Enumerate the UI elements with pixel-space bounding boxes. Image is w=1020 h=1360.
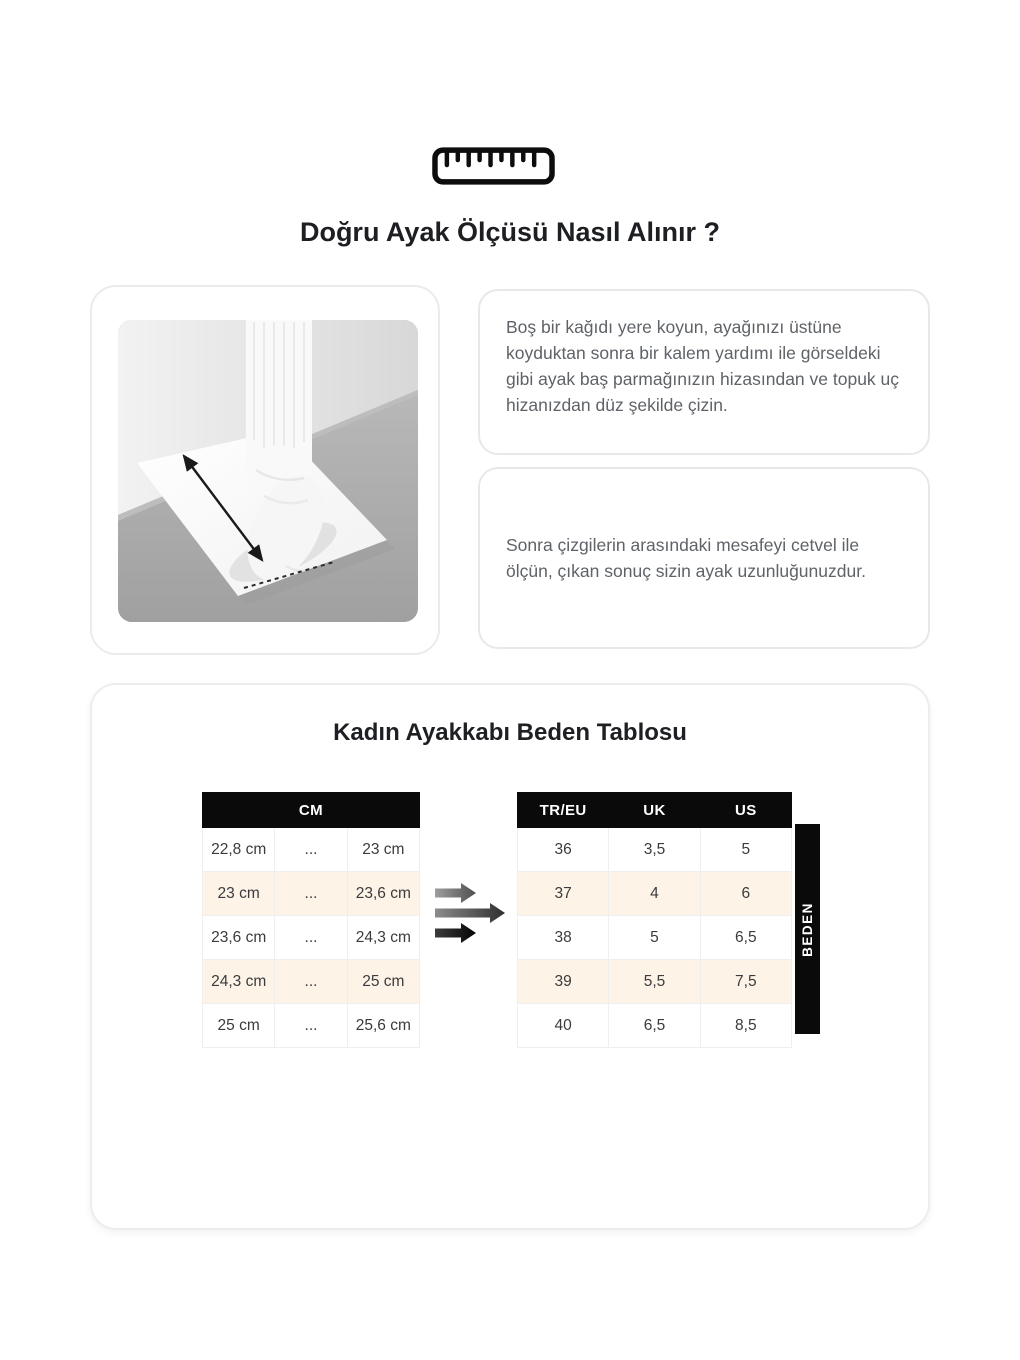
cm-to-value: 25 cm [347,960,419,1004]
instruction-step-1 [478,289,930,455]
us-value: 5 [700,828,791,872]
size-table-row [518,828,792,872]
page-title: Doğru Ayak Ölçüsü Nasıl Alınır ? [299,217,721,247]
cm-table-row [203,960,420,1004]
cm-table [202,792,420,1048]
size-chart-card [90,683,930,1230]
range-dots: ... [275,1004,347,1048]
range-dots: ... [275,872,347,916]
size-table-header-row [518,793,792,828]
size-table [517,792,792,1048]
ruler-icon [432,146,555,186]
range-dots: ... [275,960,347,1004]
treu-value: 38 [518,916,609,960]
instruction-step-2 [478,467,930,649]
us-value: 8,5 [700,1004,791,1048]
beden-side-label [795,824,820,1034]
size-table-row [518,1004,792,1048]
size-table-row [518,916,792,960]
treu-value: 40 [518,1004,609,1048]
triple-right-arrows-icon [435,882,505,944]
uk-value: 3,5 [609,828,700,872]
cm-from-value: 23 cm [203,872,275,916]
treu-value: 37 [518,872,609,916]
instruction-step-2-text: Sonra çizgilerin arasındaki mesafeyi cetvel ile ölçün, çıkan sonuç sizin ayak uzunluğunuzdur. [506,534,866,581]
us-value: 6 [700,872,791,916]
size-table-header-us: US [700,793,791,828]
beden-side-label-text: BEDEN [800,901,816,957]
cm-table-row [203,1004,420,1048]
cm-to-value: 23,6 cm [347,872,419,916]
treu-value: 36 [518,828,609,872]
size-table-row [518,872,792,916]
us-value: 6,5 [700,916,791,960]
cm-from-value: 23,6 cm [203,916,275,960]
uk-value: 4 [609,872,700,916]
uk-value: 6,5 [609,1004,700,1048]
cm-table-header-row [203,793,420,828]
cm-table-row [203,916,420,960]
range-dots: ... [275,828,347,872]
cm-table-row [203,828,420,872]
instruction-step-1-text: Boş bir kağıdı yere koyun, ayağınızı üstüne koyduktan sonra bir kalem yardımı ile görseldeki gibi ayak baş parmağınızın hizasından ve topuk uç hizanızdan düz şekilde çizin. [506,317,900,416]
range-dots: ... [275,916,347,960]
cm-to-value: 23 cm [347,828,419,872]
measurement-photo-card [90,285,440,655]
cm-from-value: 24,3 cm [203,960,275,1004]
size-chart-title: Kadın Ayakkabı Beden Tablosu [333,719,687,746]
cm-table-header: CM [203,793,420,828]
size-table-header-treu: TR/EU [518,793,609,828]
cm-table-row [203,872,420,916]
size-table-header-uk: UK [609,793,700,828]
cm-to-value: 24,3 cm [347,916,419,960]
cm-from-value: 22,8 cm [203,828,275,872]
cm-from-value: 25 cm [203,1004,275,1048]
uk-value: 5,5 [609,960,700,1004]
treu-value: 39 [518,960,609,1004]
cm-to-value: 25,6 cm [347,1004,419,1048]
size-table-row [518,960,792,1004]
foot-measurement-photo [118,320,418,622]
us-value: 7,5 [700,960,791,1004]
uk-value: 5 [609,916,700,960]
